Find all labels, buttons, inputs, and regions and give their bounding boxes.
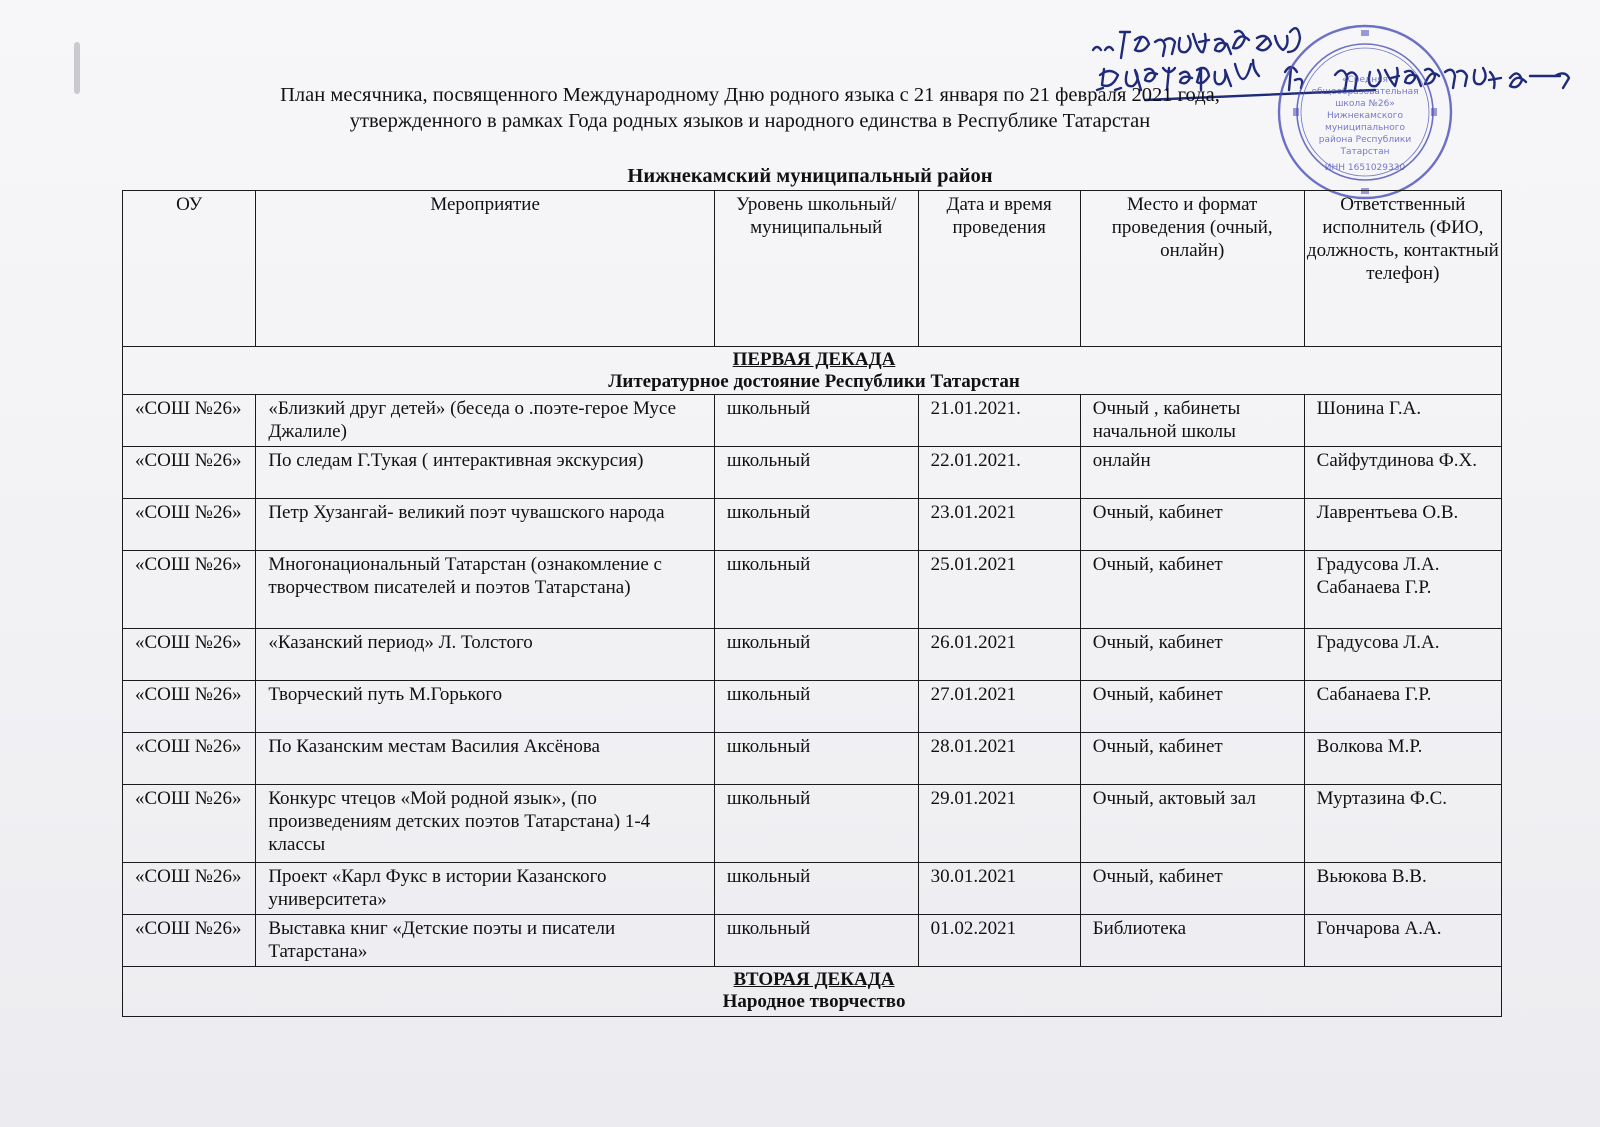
table-row: [123, 915, 1502, 967]
cell-ou: «СОШ №26»: [123, 863, 256, 915]
header-place: Место и формат проведения (очный, онлайн): [1080, 191, 1304, 347]
cell-event: «Близкий друг детей» (беседа о .поэте-герое Мусе Джалиле): [256, 395, 715, 447]
cell-event: Петр Хузангай- великий поэт чувашского народа: [256, 499, 715, 551]
cell-event: «Казанский период» Л. Толстого: [256, 629, 715, 681]
section-second-decade-title: ВТОРАЯ ДЕКАДА: [733, 969, 895, 990]
cell-date: 28.01.2021: [918, 733, 1080, 785]
cell-place: Очный, кабинет: [1080, 681, 1304, 733]
cell-level: школьный: [714, 447, 918, 499]
cell-event: Проект «Карл Фукс в истории Казанского университета»: [256, 863, 715, 915]
cell-level: школьный: [714, 395, 918, 447]
table-row: [123, 447, 1502, 499]
cell-date: 26.01.2021: [918, 629, 1080, 681]
table-row: [123, 863, 1502, 915]
cell-level: школьный: [714, 915, 918, 967]
table-header-row: [123, 191, 1502, 347]
table-row: [123, 629, 1502, 681]
section-second-decade-subtitle: Народное творчество: [722, 991, 906, 1012]
table-row: [123, 551, 1502, 629]
header-date: Дата и время проведения: [918, 191, 1080, 347]
section-first-decade-subtitle: Литературное достояние Республики Татарстан: [608, 371, 1020, 392]
cell-place: Очный, актовый зал: [1080, 785, 1304, 863]
cell-date: 22.01.2021.: [918, 447, 1080, 499]
cell-ou: «СОШ №26»: [123, 629, 256, 681]
svg-text:школа №26»: школа №26»: [1335, 99, 1395, 109]
table-row: [123, 733, 1502, 785]
svg-text:«Средняя: «Средняя: [1342, 75, 1388, 85]
cell-event: По Казанским местам Василия Аксёнова: [256, 733, 715, 785]
cell-event: Выставка книг «Детские поэты и писатели Татарстана»: [256, 915, 715, 967]
svg-text:района Республики: района Республики: [1318, 135, 1412, 145]
events-plan-table: [122, 190, 1502, 1017]
table-row: [123, 785, 1502, 863]
cell-place: Библиотека: [1080, 915, 1304, 967]
cell-event: По следам Г.Тукая ( интерактивная экскурсия): [256, 447, 715, 499]
binder-hole-mark: [74, 42, 80, 94]
cell-date: 23.01.2021: [918, 499, 1080, 551]
cell-responsible: Волкова М.Р.: [1304, 733, 1501, 785]
svg-text:общеобразовательная: общеобразовательная: [1311, 87, 1419, 97]
cell-ou: «СОШ №26»: [123, 733, 256, 785]
cell-date: 30.01.2021: [918, 863, 1080, 915]
svg-text:ИНН 1651029330: ИНН 1651029330: [1324, 163, 1406, 173]
cell-level: школьный: [714, 681, 918, 733]
cell-event: Творческий путь М.Горького: [256, 681, 715, 733]
cell-place: Очный, кабинет: [1080, 629, 1304, 681]
section-first-decade-title: ПЕРВАЯ ДЕКАДА: [732, 349, 896, 370]
cell-ou: «СОШ №26»: [123, 499, 256, 551]
cell-date: 27.01.2021: [918, 681, 1080, 733]
cell-responsible: Градусова Л.А.: [1304, 629, 1501, 681]
cell-level: школьный: [714, 499, 918, 551]
cell-place: онлайн: [1080, 447, 1304, 499]
cell-responsible: Шонина Г.А.: [1304, 395, 1501, 447]
cell-ou: «СОШ №26»: [123, 447, 256, 499]
cell-event: Многонациональный Татарстан (ознакомление с творчеством писателей и поэтов Татарстана): [256, 551, 715, 629]
section-first-decade: [123, 347, 1502, 395]
cell-date: 01.02.2021: [918, 915, 1080, 967]
table-row: [123, 395, 1502, 447]
table-row: [123, 499, 1502, 551]
header-responsible: Ответственный исполнитель (ФИО, должность, контактный телефон): [1304, 191, 1501, 347]
cell-responsible: Сайфутдинова Ф.Х.: [1304, 447, 1501, 499]
cell-level: школьный: [714, 551, 918, 629]
cell-date: 25.01.2021: [918, 551, 1080, 629]
section-second-decade: [123, 967, 1502, 1017]
svg-text:Нижнекамского: Нижнекамского: [1326, 111, 1404, 121]
title-line-2: утвержденного в рамках Года родных языков и народного единства в Республике Татарстан: [349, 110, 1151, 132]
svg-text:муниципального: муниципального: [1325, 123, 1405, 133]
cell-ou: «СОШ №26»: [123, 915, 256, 967]
cell-place: Очный, кабинет: [1080, 499, 1304, 551]
cell-place: Очный, кабинет: [1080, 551, 1304, 629]
cell-date: 29.01.2021: [918, 785, 1080, 863]
cell-level: школьный: [714, 785, 918, 863]
cell-responsible: Лаврентьева О.В.: [1304, 499, 1501, 551]
svg-text:Татарстан: Татарстан: [1340, 147, 1390, 157]
cell-ou: «СОШ №26»: [123, 785, 256, 863]
cell-level: школьный: [714, 629, 918, 681]
cell-responsible: Вьюкова В.В.: [1304, 863, 1501, 915]
cell-place: Очный, кабинет: [1080, 863, 1304, 915]
header-ou: ОУ: [123, 191, 256, 347]
cell-event: Конкурс чтецов «Мой родной язык», (по произведениям детских поэтов Татарстана) 1-4 классы: [256, 785, 715, 863]
title-line-1: План месячника, посвященного Международному Дню родного языка с 21 января по 21 февраля 2021 года,: [280, 84, 1220, 106]
cell-responsible: Сабанаева Г.Р.: [1304, 681, 1501, 733]
cell-ou: «СОШ №26»: [123, 681, 256, 733]
cell-ou: «СОШ №26»: [123, 395, 256, 447]
district-heading: Нижнекамский муниципальный район: [627, 165, 993, 187]
cell-level: школьный: [714, 733, 918, 785]
table-row: [123, 681, 1502, 733]
cell-level: школьный: [714, 863, 918, 915]
cell-date: 21.01.2021.: [918, 395, 1080, 447]
header-event: Мероприятие: [256, 191, 715, 347]
cell-responsible: Муртазина Ф.С.: [1304, 785, 1501, 863]
cell-place: Очный, кабинет: [1080, 733, 1304, 785]
cell-responsible: Гончарова А.А.: [1304, 915, 1501, 967]
cell-ou: «СОШ №26»: [123, 551, 256, 629]
cell-place: Очный , кабинеты начальной школы: [1080, 395, 1304, 447]
cell-responsible: Градусова Л.А. Сабанаева Г.Р.: [1304, 551, 1501, 629]
header-level: Уровень школьный/ муниципальный: [714, 191, 918, 347]
document-title: [200, 82, 1300, 134]
